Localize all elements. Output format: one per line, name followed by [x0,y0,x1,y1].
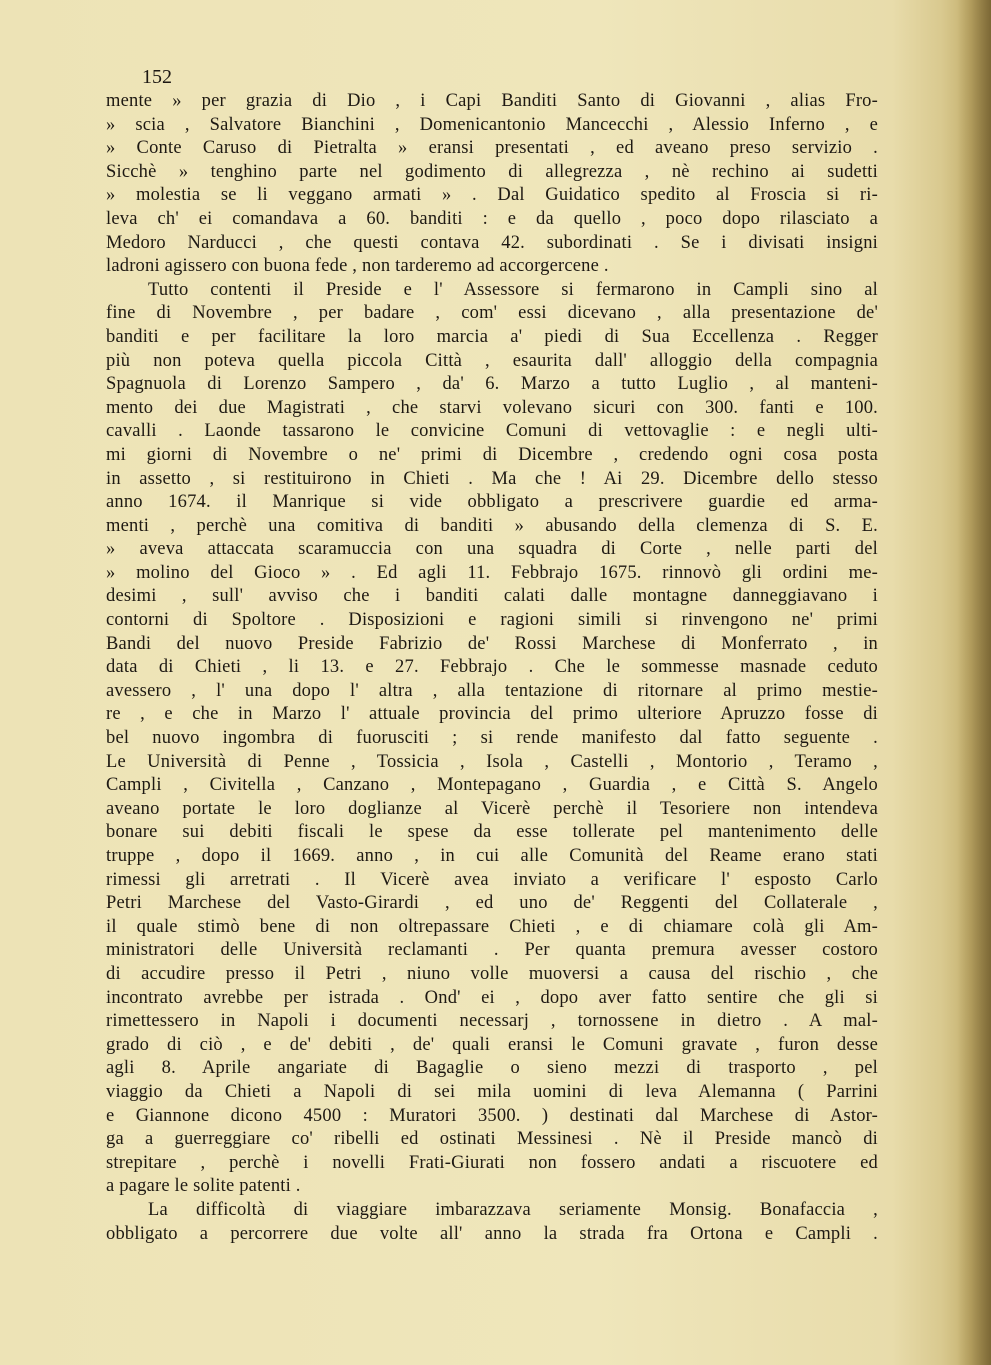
text-line: menti , perchè una comitiva di banditi » abusando della clemenza di S. E. [106,515,878,536]
text-line: strepitare , perchè i novelli Frati-Giurati non fossero andati a riscuotere ed [106,1152,878,1173]
text-line: ministratori delle Università reclamanti . Per quanta premura avesser costoro [106,940,878,961]
text-line: Medoro Narducci , che questi contava 42. subordinati . Se i divisati insigni [106,232,878,253]
text-line: mento dei due Magistrati , che starvi volevano sicuri con 300. fanti e 100. [106,397,878,418]
text-line: rimessi gli arretrati . Il Vicerè avea inviato a verificare l' esposto Carlo [106,869,878,890]
body-text [106,90,878,1246]
text-line: Tutto contenti il Preside e l' Assessore si fermarono in Campli sino al [148,279,878,300]
text-line: bonare sui debiti fiscali le spese da esse tollerate pel mantenimento delle [106,822,878,843]
page-number: 152 [142,66,172,88]
text-line: » scia , Salvatore Bianchini , Domenicantonio Mancecchi , Alessio Inferno , e [106,114,878,135]
text-line: mi giorni di Novembre o ne' primi di Dicembre , credendo ogni cosa posta [106,444,878,465]
text-line: » aveva attaccata scaramuccia con una squadra di Corte , nelle parti del [106,539,878,560]
text-line: mente » per grazia di Dio , i Capi Banditi Santo di Giovanni , alias Fro- [106,91,878,111]
text-line: anno 1674. il Manrique si vide obbligato a prescrivere guardie ed arma- [106,492,878,513]
text-line: » Conte Caruso di Pietralta » eransi presentati , ed aveano preso servizio . [106,138,878,159]
text-line: banditi e per facilitare la loro marcia a' piedi di Sua Eccellenza . Regger [106,326,878,347]
text-line: aveano portate le loro doglianze al Vicerè perchè il Tesoriere non intendeva [106,798,878,819]
text-line: Bandi del nuovo Preside Fabrizio de' Rossi Marchese di Monferrato , in [106,633,878,654]
text-line: incontrato avrebbe per istrada . Ond' ei , dopo aver fatto sentire che gli si [106,987,878,1008]
text-line: contorni di Spoltore . Disposizioni e ragioni simili si rinvengono ne' primi [106,610,878,631]
text-line: » molestia se li veggano armati » . Dal Guidatico spedito al Froscia si ri- [106,185,878,206]
text-line: grado di ciò , e de' debiti , de' quali eransi le Comuni gravate , furon desse [106,1034,878,1055]
text-line: Spagnuola di Lorenzo Sampero , da' 6. Marzo a tutto Luglio , al manteni- [106,374,878,395]
text-line: fine di Novembre , per badare , com' essi dicevano , alla presentazione de' [106,303,878,324]
text-line: truppe , dopo il 1669. anno , in cui alle Comunità del Reame erano stati [106,846,878,866]
text-line: Sicchè » tenghino parte nel godimento di allegrezza , nè rechino ai sudetti [106,161,878,182]
text-line: La difficoltà di viaggiare imbarazzava seriamente Monsig. Bonafaccia , [148,1199,878,1220]
text-line: leva ch' ei comandava a 60. banditi : e da quello , poco dopo rilasciato a [106,208,878,229]
text-line: Le Università di Penne , Tossicia , Isola , Castelli , Montorio , Teramo , [106,751,878,772]
text-line: re , e che in Marzo l' attuale provincia del primo ulteriore Apruzzo fosse di [106,704,878,725]
text-line: viaggio da Chieti a Napoli di sei mila uomini di leva Alemanna ( Parrini [106,1081,878,1102]
text-line: bel nuovo ingombra di fuorusciti ; si rende manifesto dal fatto seguente . [106,728,878,749]
text-line: il quale stimò bene di non oltrepassare Chieti , e di chiamare colà gli Am- [106,916,878,937]
text-line: e Giannone dicono 4500 : Muratori 3500. ) destinati dal Marchese di Astor- [106,1105,878,1126]
text-line: avessero , l' una dopo l' altra , alla tentazione di ritornare al primo mestie- [106,680,878,701]
text-line: a pagare le solite patenti . [106,1176,301,1197]
text-line: ladroni agissero con buona fede , non tarderemo ad accorgercene . [106,256,609,277]
text-line: di accudire presso il Petri , niuno volle muoversi a causa del rischio , che [106,963,878,984]
text-line: più non poteva quella piccola Città , esaurita dall' alloggio della compagnia [106,350,878,371]
text-line: rimettessero in Napoli i documenti necessarj , tornossene in dietro . A mal- [106,1011,878,1032]
text-line: » molino del Gioco » . Ed agli 11. Febbrajo 1675. rinnovò gli ordini me- [106,562,878,583]
text-line: Petri Marchese del Vasto-Girardi , ed uno de' Reggenti del Collaterale , [106,893,878,914]
text-line: obbligato a percorrere due volte all' anno la strada fra Ortona e Campli . [106,1223,878,1244]
text-line: in assetto , si restituirono in Chieti . Ma che ! Ai 29. Dicembre dello stesso [106,468,878,489]
text-line: Campli , Civitella , Canzano , Montepagano , Guardia , e Città S. Angelo [106,775,878,796]
text-line: agli 8. Aprile angariate di Bagaglie o sieno mezzi di trasporto , pel [106,1058,878,1079]
text-line: cavalli . Laonde tassarono le convicine Comuni di vettovaglie : e negli ulti- [106,421,878,442]
page-edge-shadow [957,0,991,1365]
text-line: ga a guerreggiare co' ribelli ed ostinati Messinesi . Nè il Preside mancò di [106,1129,878,1150]
text-line: data di Chieti , li 13. e 27. Febbrajo . Che le sommesse masnade ceduto [106,657,878,678]
text-line: desimi , sull' avviso che i banditi calati dalle montagne danneggiavano i [106,586,878,607]
